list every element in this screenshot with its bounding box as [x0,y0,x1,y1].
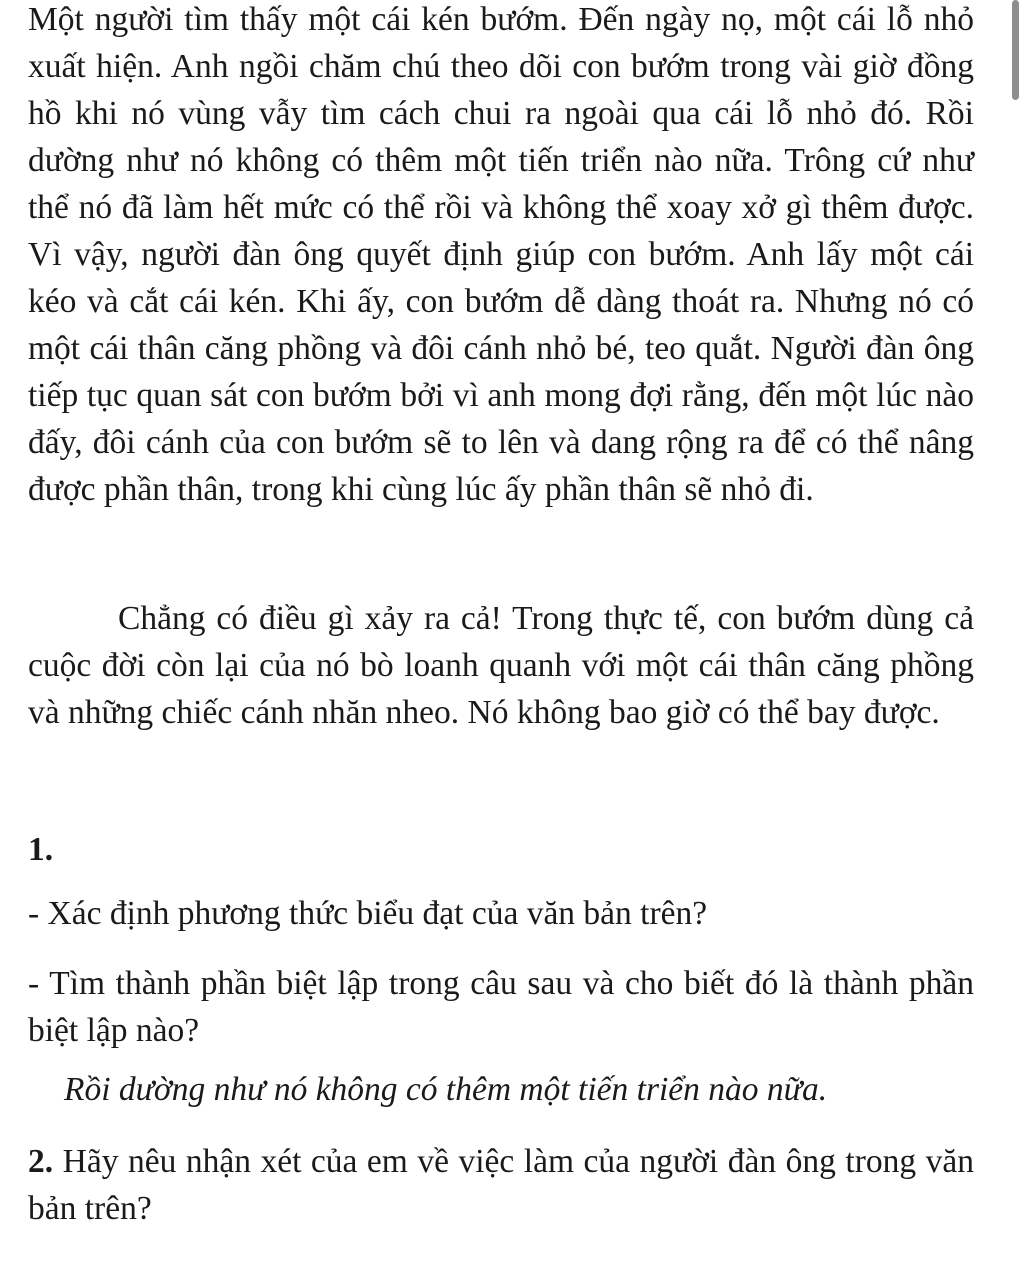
question-2-text: Hãy nêu nhận xét của em về việc làm của người đàn ông trong văn bản trên? [28,1143,974,1227]
passage-paragraph-2: Chẳng có điều gì xảy ra cả! Trong thực tế, con bướm dùng cả cuộc đời còn lại của nó bò loanh quanh với một cái thân căng phồng và những chiếc cánh nhăn nheo. Nó không bao giờ có thể bay được. [28,600,974,731]
question-1-part-b: - Tìm thành phần biệt lập trong câu sau và cho biết đó là thành phần biệt lập nào? [28,965,974,1049]
passage-paragraph-1: Một người tìm thấy một cái kén bướm. Đến ngày nọ, một cái lỗ nhỏ xuất hiện. Anh ngồi chăm chú theo dõi con bướm trong vài giờ đồng hồ khi nó vùng vẫy tìm cách chui ra ngoài qua cái lỗ nhỏ đó. Rồi dường như nó không có thêm một tiến triển nào nữa. Trông cứ như thể nó đã làm hết mức có thể rồi và không thể xoay xở gì thêm được. Vì vậy, người đàn ông quyết định giúp con bướm. Anh lấy một cái kéo và cắt cái kén. Khi ấy, con bướm dễ dàng thoát ra. Nhưng nó có một cái thân căng phồng và đôi cánh nhỏ bé, teo quắt. Người đàn ông tiếp tục quan sát con bướm bởi vì anh mong đợi rằng, đến một lúc nào đấy, đôi cánh của con bướm sẽ to lên và dang rộng ra để có thể nâng được phần thân, trong khi cùng lúc ấy phần thân sẽ nhỏ đi. [28,1,974,508]
vertical-scrollbar[interactable] [1012,0,1019,100]
question-1-number: 1. [28,831,54,868]
question-2 [28,1138,974,1232]
question-1-quote: Rồi dường như nó không có thêm một tiến triển nào nữa. [64,1071,828,1108]
question-1-part-a: - Xác định phương thức biểu đạt của văn bản trên? [28,895,708,932]
question-2-number: 2. [28,1143,54,1180]
